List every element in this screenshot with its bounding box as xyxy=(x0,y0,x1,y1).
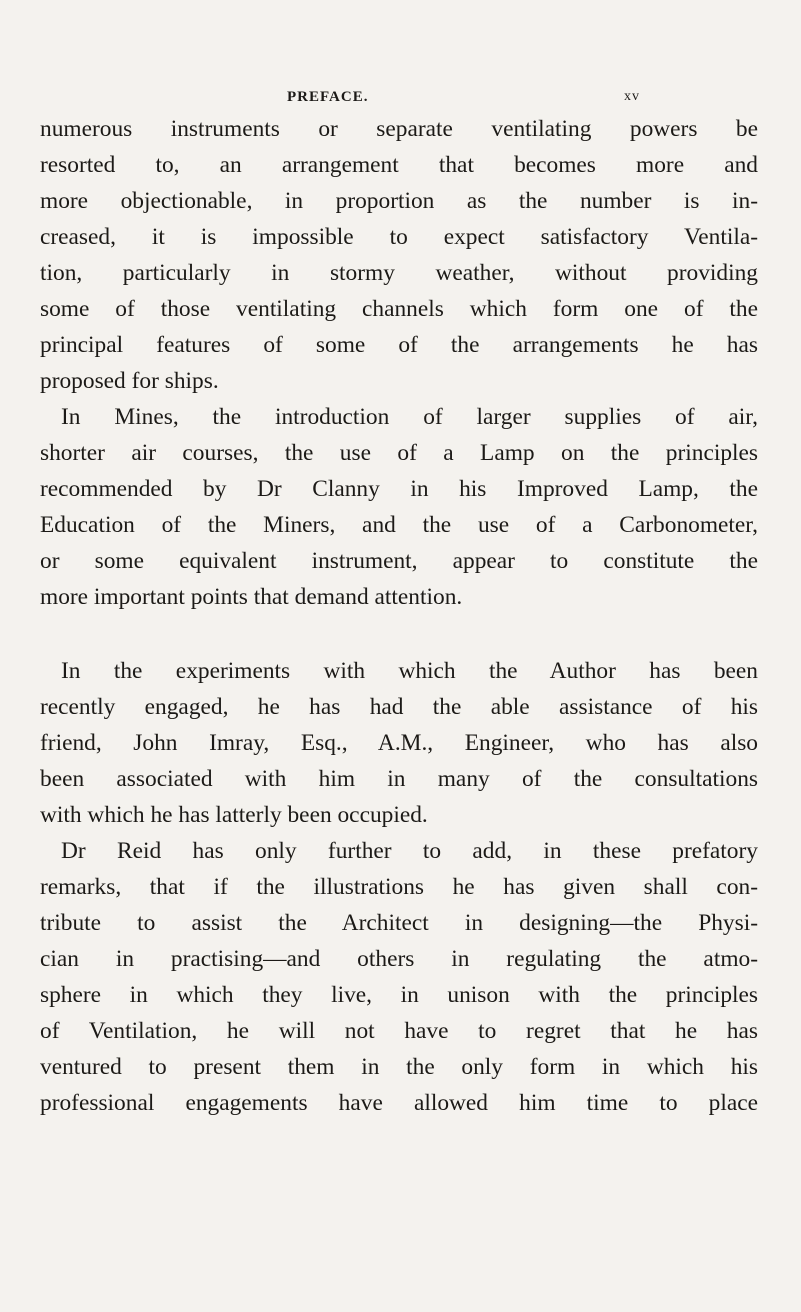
text-line: shorter air courses, the use of a Lamp on the principles xyxy=(40,440,758,466)
text-line: or some equivalent instrument, appear to constitute the xyxy=(40,548,758,574)
text-line: more important points that demand attention. xyxy=(40,584,463,610)
paragraph-prefatory-remarks xyxy=(40,833,758,1121)
text-line: with which he has latterly been occupied. xyxy=(40,802,428,828)
text-line: principal features of some of the arrangements he has xyxy=(40,332,758,358)
text-line: tion, particularly in stormy weather, without providing xyxy=(40,260,758,286)
text-line: In Mines, the introduction of larger supplies of air, xyxy=(61,404,758,430)
text-line: more objectionable, in proportion as the number is in- xyxy=(40,188,758,214)
text-line: some of those ventilating channels which form one of the xyxy=(40,296,758,322)
text-line: Education of the Miners, and the use of a Carbonometer, xyxy=(40,512,758,538)
text-line: proposed for ships. xyxy=(40,368,219,394)
running-title: PREFACE. xyxy=(287,89,369,105)
paragraph-ships xyxy=(40,111,758,399)
text-line: recommended by Dr Clanny in his Improved Lamp, the xyxy=(40,476,758,502)
text-line: numerous instruments or separate ventilating powers be xyxy=(40,116,758,142)
text-line: friend, John Imray, Esq., A.M., Engineer, who has also xyxy=(40,730,758,756)
text-line: recently engaged, he has had the able assistance of his xyxy=(40,694,758,720)
text-line: resorted to, an arrangement that becomes more and xyxy=(40,152,758,178)
text-block-lower xyxy=(40,653,758,1121)
text-line: of Ventilation, he will not have to regret that he has xyxy=(40,1018,758,1044)
paragraph-mines xyxy=(40,399,758,615)
text-line: professional engagements have allowed him time to place xyxy=(40,1090,758,1116)
text-line: creased, it is impossible to expect satisfactory Ventila- xyxy=(40,224,758,250)
text-line: cian in practising—and others in regulating the atmo- xyxy=(40,946,758,972)
text-line: sphere in which they live, in unison with the principles xyxy=(40,982,758,1008)
text-line: remarks, that if the illustrations he has given shall con- xyxy=(40,874,758,900)
text-line: ventured to present them in the only form in which his xyxy=(40,1054,758,1080)
running-head xyxy=(0,89,801,109)
paragraph-experiments xyxy=(40,653,758,833)
text-block-upper xyxy=(40,111,758,615)
text-line: been associated with him in many of the consultations xyxy=(40,766,758,792)
page-number: xv xyxy=(624,89,640,104)
text-line: Dr Reid has only further to add, in these prefatory xyxy=(61,838,758,864)
text-line: tribute to assist the Architect in designing—the Physi- xyxy=(40,910,758,936)
text-line: In the experiments with which the Author has been xyxy=(61,658,758,684)
